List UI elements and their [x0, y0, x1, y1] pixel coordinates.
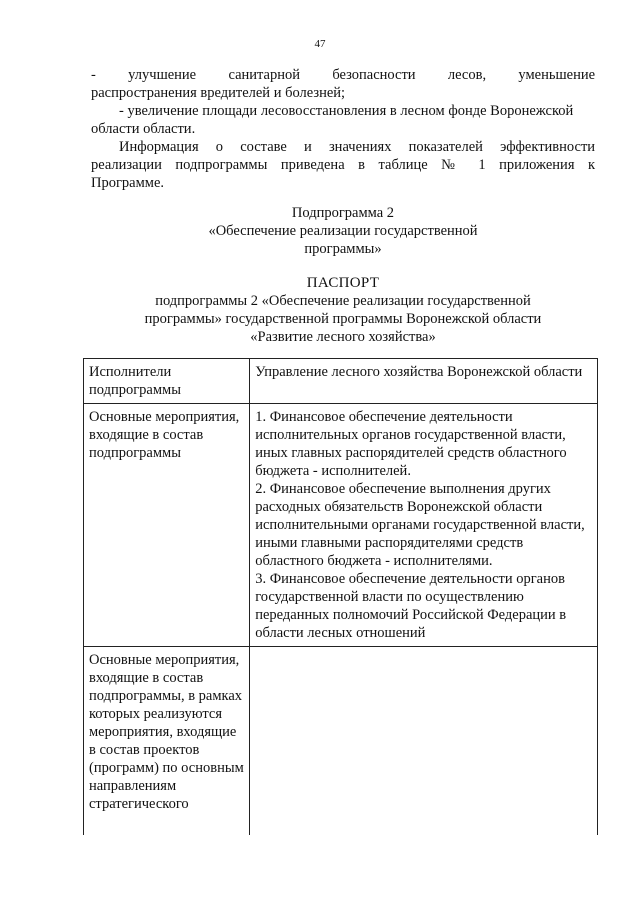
word: 1 — [478, 157, 486, 173]
subprogram-line-3: программы» — [304, 241, 382, 257]
word: лесов, — [447, 67, 487, 83]
measure-item: 2. Финансовое обеспечение выполнения других расходных обязательств Воронежской области исполнительными органами государственной власти, иными главными распорядителями средств областного бюджета - исполнителями. — [255, 481, 585, 569]
passport-heading — [91, 274, 595, 346]
subprogram-line-2: «Обеспечение реализации государственной — [208, 223, 478, 239]
subprogram-line-1: Подпрограмма 2 — [291, 205, 395, 221]
word: показателей — [408, 139, 483, 155]
word: таблице — [378, 157, 428, 173]
row-label: Исполнители подпрограммы — [84, 359, 250, 404]
measure-item: 1. Финансовое обеспечение деятельности исполнительных органов государственной власти, иных главных распорядителей средств областного бюджета - исполнителей. — [255, 409, 567, 479]
word: значениях — [328, 139, 392, 155]
info-line-3: Программе. — [91, 175, 165, 191]
passport-title: ПАСПОРТ — [306, 275, 380, 291]
word: о — [215, 139, 224, 155]
row-value — [250, 404, 598, 647]
table-row — [84, 359, 598, 404]
word: санитарной — [228, 67, 300, 83]
subprogram-heading — [91, 204, 595, 258]
word: - — [91, 67, 96, 83]
page-number: 47 — [314, 38, 326, 50]
word: эффективности — [500, 139, 596, 155]
info-line-2 — [91, 156, 595, 174]
word: безопасности — [332, 67, 416, 83]
word: подпрограммы — [175, 157, 268, 173]
measure-item: 3. Финансовое обеспечение деятельности органов государственной власти по осуществлению переданных полномочий Российской Федерации в области лесных отношений — [255, 571, 567, 641]
intro-line-4: области области. — [91, 121, 196, 137]
word: Информация — [119, 139, 199, 155]
passport-line-2: программы» государственной программы Воронежской области — [144, 311, 542, 327]
word: и — [304, 139, 312, 155]
intro-line-2: распространения вредителей и болезней; — [91, 85, 346, 101]
word: приложения — [499, 157, 575, 173]
row-value — [250, 647, 598, 836]
word: приведена — [280, 157, 345, 173]
intro-line-3: - увеличение площади лесовосстановления в лесном фонде Воронежской — [119, 103, 574, 119]
word: № — [441, 157, 465, 173]
row-value: Управление лесного хозяйства Воронежской области — [250, 359, 598, 404]
table-row — [84, 647, 598, 836]
info-line-1 — [119, 138, 595, 156]
word: составе — [240, 139, 287, 155]
row-label: Основные мероприятия, входящие в состав подпрограммы, в рамках которых реализуются мероприятия, входящие в состав проектов (программ) по основным направлениям стратегического — [84, 647, 250, 836]
row-label: Основные мероприятия, входящие в состав подпрограммы — [84, 404, 250, 647]
word: к — [588, 157, 596, 173]
word: улучшение — [128, 67, 197, 83]
word: в — [358, 157, 365, 173]
word: уменьшение — [518, 67, 596, 83]
word: реализации — [91, 157, 162, 173]
passport-line-3: «Развитие лесного хозяйства» — [250, 329, 436, 345]
table-row — [84, 404, 598, 647]
passport-table — [83, 358, 598, 835]
passport-line-1: подпрограммы 2 «Обеспечение реализации государственной — [155, 293, 531, 309]
intro-line-1 — [91, 66, 595, 84]
